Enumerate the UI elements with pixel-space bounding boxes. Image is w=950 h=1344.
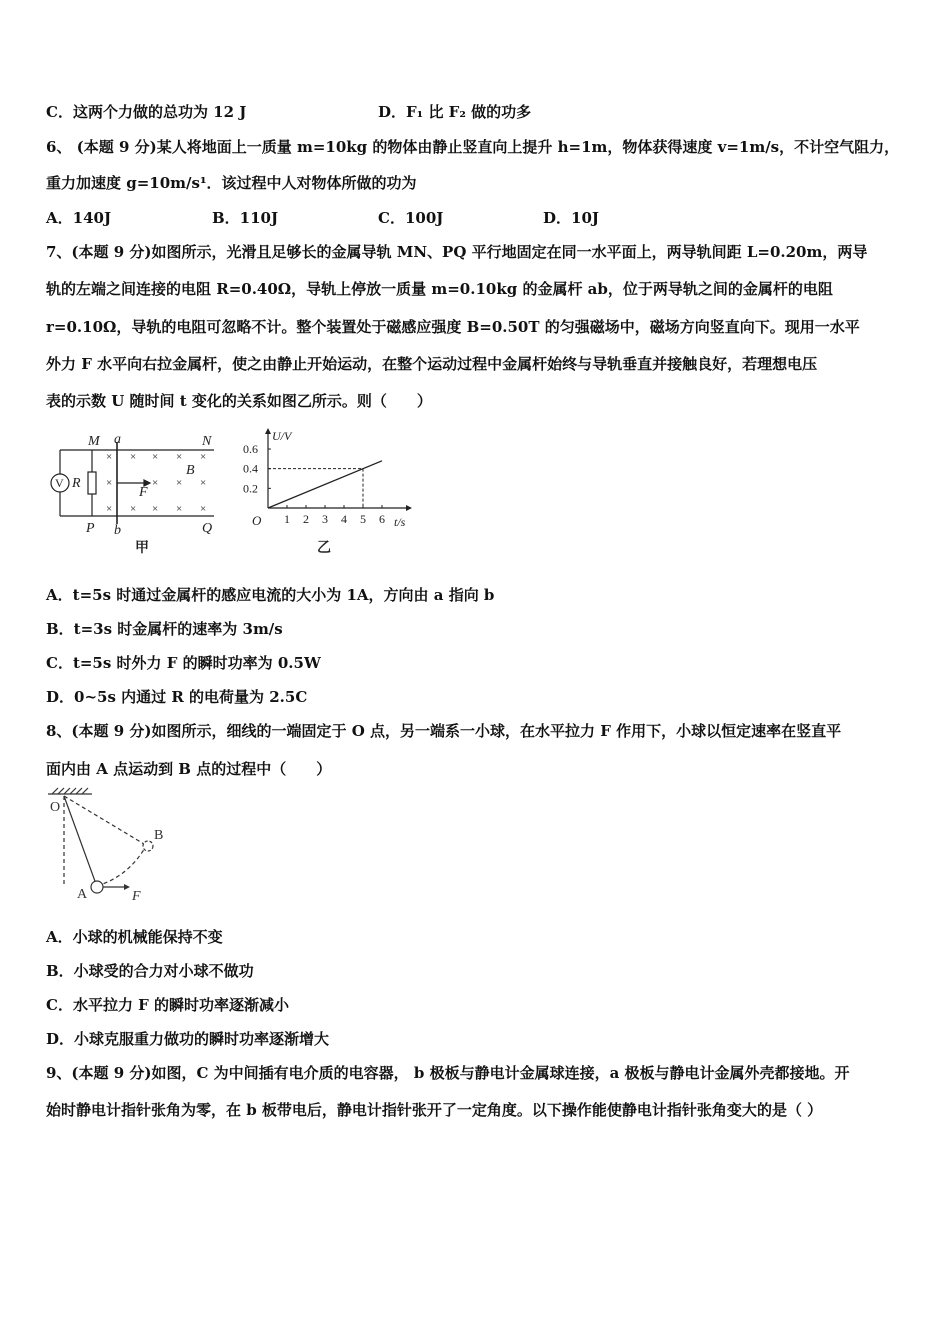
q7-option-c: C．t=5s 时外力 F 的瞬时功率为 0.5W xyxy=(46,654,321,672)
q9-stem-line1: 9、(本题 9 分)如图，C 为中间插有电介质的电容器， b 极板与静电计金属球连接，a 极板与静电计金属外壳都接地。开 xyxy=(46,1064,850,1082)
q6-option-a: A．140J xyxy=(46,209,112,227)
q7-stem-line1: 7、(本题 9 分)如图所示，光滑且足够长的金属导轨 MN、PQ 平行地固定在同一水平面上，两导轨间距 L=0.20m，两导 xyxy=(46,243,868,261)
q6-option-c: C．100J xyxy=(378,209,444,227)
label-b-field: B xyxy=(186,463,195,478)
ball-a xyxy=(91,881,103,893)
q7-stem-line5: 表的示数 U 随时间 t 变化的关系如图乙所示。则（ ） xyxy=(46,392,432,410)
field-cross: × xyxy=(106,477,113,489)
label-p: P xyxy=(86,521,95,536)
field-cross: × xyxy=(176,503,183,515)
q5-option-d: D．F₁ 比 F₂ 做的功多 xyxy=(378,103,532,121)
y-tick-label: 0.6 xyxy=(243,442,258,457)
label-a: A xyxy=(77,887,88,902)
label-v: V xyxy=(55,476,64,490)
field-cross: × xyxy=(152,451,159,463)
field-cross: × xyxy=(200,477,207,489)
label-b: B xyxy=(154,828,164,843)
origin-label: O xyxy=(252,513,262,528)
label-r: R xyxy=(72,476,81,491)
field-cross: × xyxy=(176,477,183,489)
field-cross: × xyxy=(130,451,137,463)
x-axis-label: t/s xyxy=(394,515,406,529)
q7-option-b: B．t=3s 时金属杆的速率为 3m/s xyxy=(46,620,283,638)
label-o: O xyxy=(50,800,61,815)
q6-stem-line1: 6、 (本题 9 分)某人将地面上一质量 m=10kg 的物体由静止竖直向上提升 h=1m，物体获得速度 v=1m/s，不计空气阻力， xyxy=(46,138,900,156)
field-cross: × xyxy=(130,503,137,515)
field-cross: × xyxy=(106,451,113,463)
q8-option-c: C．水平拉力 F 的瞬时功率逐渐减小 xyxy=(46,996,290,1014)
y-axis-arrow xyxy=(265,428,271,434)
field-cross: × xyxy=(200,451,207,463)
figure-caption-yi: 乙 xyxy=(317,541,331,556)
field-cross: × xyxy=(152,477,159,489)
y-axis-label: U/V xyxy=(272,429,292,443)
label-b: b xyxy=(114,523,121,538)
x-tick-label: 4 xyxy=(341,512,347,526)
x-tick-label: 5 xyxy=(360,512,366,526)
field-cross: × xyxy=(152,503,159,515)
q8-stem-line2: 面内由 A 点运动到 B 点的过程中（ ） xyxy=(46,760,332,778)
q6-option-b: B．110J xyxy=(212,209,279,227)
y-tick-label: 0.2 xyxy=(243,481,258,496)
q7-stem-line3: r=0.10Ω，导轨的电阻可忽略不计。整个装置处于磁感应强度 B=0.50T 的匀强磁场中，磁场方向竖直向下。现用一水平 xyxy=(46,318,860,336)
label-a: a xyxy=(114,432,121,447)
q7-figure-yi-chart xyxy=(236,428,416,558)
figure-caption-jia: 甲 xyxy=(135,541,149,556)
field-cross: × xyxy=(200,503,207,515)
q8-stem-line1: 8、(本题 9 分)如图所示，细线的一端固定于 O 点，另一端系一小球，在水平拉力 F 作用下，小球以恒定速率在竖直平 xyxy=(46,722,842,740)
x-tick-label: 2 xyxy=(303,512,309,526)
q8-option-d: D．小球克服重力做功的瞬时功率逐渐增大 xyxy=(46,1030,330,1048)
label-n: N xyxy=(202,434,212,449)
q6-stem-line2: 重力加速度 g=10m/s¹．该过程中人对物体所做的功为 xyxy=(46,174,417,192)
x-tick-label: 1 xyxy=(284,512,290,526)
label-f: F xyxy=(139,485,148,500)
q7-option-a: A．t=5s 时通过金属杆的感应电流的大小为 1A，方向由 a 指向 b xyxy=(46,586,495,604)
q7-stem-line2: 轨的左端之间连接的电阻 R=0.40Ω，导轨上停放一质量 m=0.10kg 的金属杆 ab，位于两导轨之间的金属杆的电阻 xyxy=(46,280,833,298)
label-q: Q xyxy=(202,521,213,536)
resistor-symbol xyxy=(88,472,96,494)
q5-option-c: C．这两个力做的总功为 12 J xyxy=(46,103,247,121)
x-tick-label: 3 xyxy=(322,512,328,526)
q7-stem-line4: 外力 F 水平向右拉金属杆，使之由静止开始运动，在整个运动过程中金属杆始终与导轨垂直并接触良好，若理想电压 xyxy=(46,355,818,373)
field-cross: × xyxy=(176,451,183,463)
q8-figure-pendulum xyxy=(44,786,184,906)
field-cross: × xyxy=(106,503,113,515)
q6-option-d: D．10J xyxy=(543,209,599,227)
q7-option-d: D．0~5s 内通过 R 的电荷量为 2.5C xyxy=(46,688,308,706)
q7-figure-jia xyxy=(44,428,224,558)
series-line-u xyxy=(268,461,382,508)
label-f: F xyxy=(132,889,141,904)
q8-option-a: A．小球的机械能保持不变 xyxy=(46,928,223,946)
arc-path xyxy=(97,846,146,886)
x-tick-label: 6 xyxy=(379,512,385,526)
ball-b xyxy=(143,841,153,851)
string xyxy=(64,796,96,884)
x-axis-arrow xyxy=(406,505,412,511)
q9-stem-line2: 始时静电计指针张角为零，在 b 板带电后，静电计指针张开了一定角度。以下操作能使静电计指针张角变大的是（ ） xyxy=(46,1101,823,1119)
label-m: M xyxy=(88,434,100,449)
q8-option-b: B．小球受的合力对小球不做功 xyxy=(46,962,254,980)
y-tick-label: 0.4 xyxy=(243,461,258,476)
